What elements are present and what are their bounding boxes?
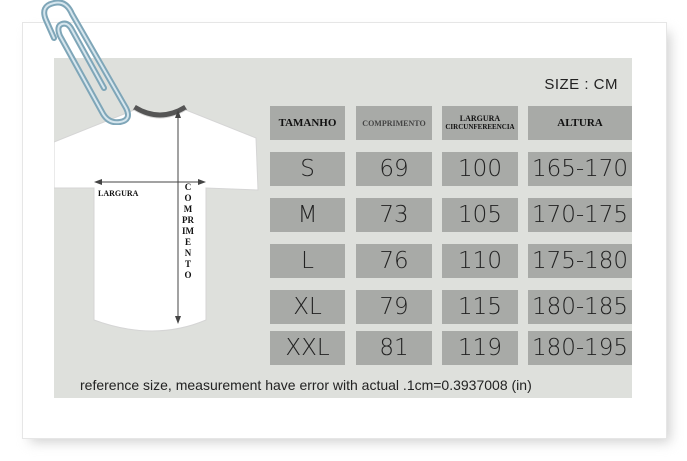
header-width-sublabel: CIRCUNFEREENCIA	[445, 123, 515, 131]
cell-length: 73	[356, 198, 432, 232]
width-label: LARGURA	[98, 189, 139, 198]
header-width-label: LARGURA	[459, 114, 501, 123]
cell-height: 175-180	[528, 244, 632, 278]
cell-size: L	[270, 244, 345, 278]
cell-height: 180-185	[528, 290, 632, 324]
cell-length: 81	[356, 331, 432, 365]
header-height: ALTURA	[528, 106, 632, 140]
cell-height: 170-175	[528, 198, 632, 232]
cell-length: 79	[356, 290, 432, 324]
cell-width: 105	[442, 198, 518, 232]
header-length: COMPRIMENTO	[356, 106, 432, 140]
cell-width: 100	[442, 152, 518, 186]
cell-length: 69	[356, 152, 432, 186]
cell-size: M	[270, 198, 345, 232]
cell-height: 165-170	[528, 152, 632, 186]
length-label: COMPRIMENTO	[182, 182, 194, 280]
cell-width: 119	[442, 331, 518, 365]
cell-height: 180-195	[528, 331, 632, 365]
cell-width: 115	[442, 290, 518, 324]
cell-size: S	[270, 152, 345, 186]
cell-size: XL	[270, 290, 345, 324]
cell-width: 110	[442, 244, 518, 278]
size-unit-label: SIZE : CM	[544, 76, 618, 93]
cell-size: XXL	[270, 331, 345, 365]
tshirt-diagram	[54, 98, 264, 338]
header-width	[442, 106, 518, 140]
cell-length: 76	[356, 244, 432, 278]
footer-note: reference size, measurement have error with actual .1cm=0.3937008 (in)	[80, 377, 532, 393]
paperclip-icon	[32, 0, 142, 125]
header-size: TAMANHO	[270, 106, 345, 140]
